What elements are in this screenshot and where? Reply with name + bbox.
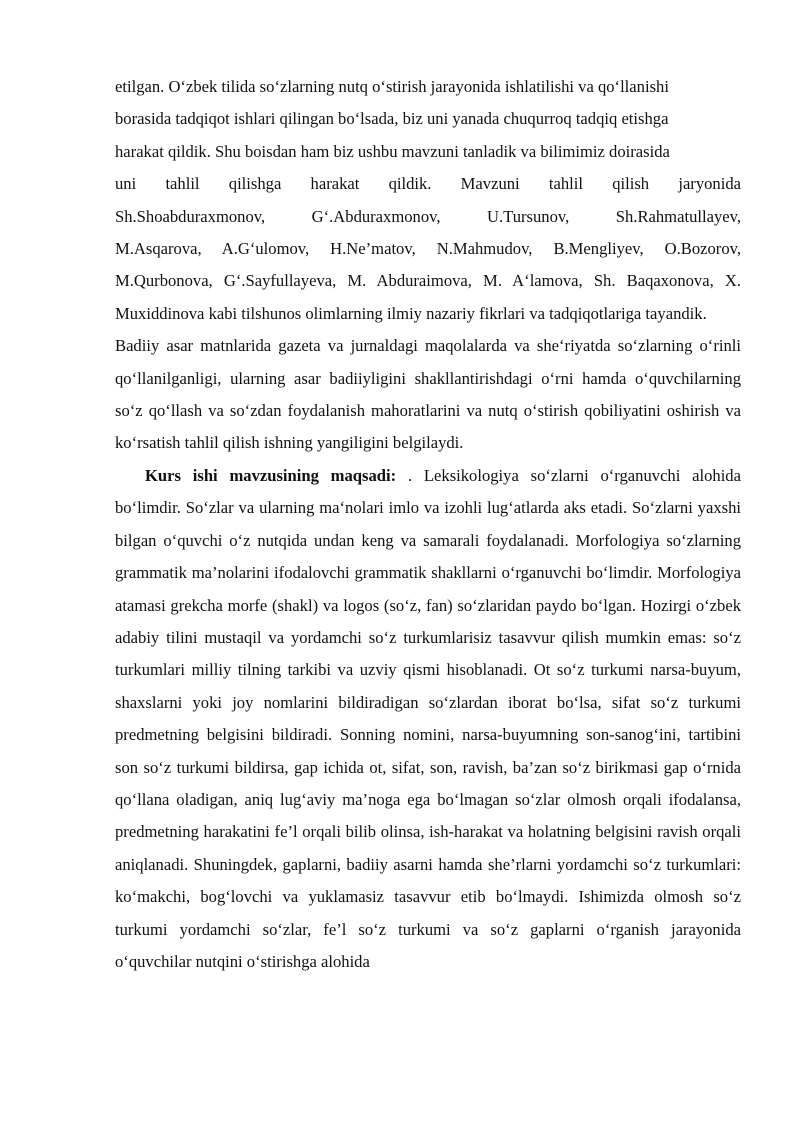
author-name: U.Tursunov, xyxy=(487,206,570,226)
word: Mavzuni xyxy=(460,174,520,194)
author-name: Sh.Rahmatullayev, xyxy=(615,206,741,226)
paragraph-sources xyxy=(115,71,741,330)
word: qilish xyxy=(612,174,650,194)
paragraph-line: etilgan. O‘zbek tilida so‘zlarning nutq o‘stirish jarayonida ishlatilishi va qo‘llanishi xyxy=(115,77,669,96)
word: jaryonida xyxy=(678,174,741,194)
word: qildik. xyxy=(388,174,432,194)
word: tahlil xyxy=(548,174,583,194)
section-heading: Kurs ishi mavzusining maqsadi: xyxy=(145,465,397,485)
paragraph-line: borasida tadqiqot ishlari qilingan bo‘lsada, biz uni yanada chuqurroq tadqiq etishga xyxy=(115,109,669,129)
paragraph-line: harakat qildik. Shu boisdan ham biz ushbu mavzuni tanladik va bilimimiz doirasida xyxy=(115,141,670,161)
paragraph-text: . Leksikologiya so‘zlarni o‘rganuvchi alohida bo‘limdir. So‘zlar va ularning ma‘nolari imlo va izohli lug‘atlarda aks etadi. So‘zlarni yaxshi bilgan o‘quvchi o‘z nutqida undan keng va samarali foydalanadi. Morfologiya so‘zlarning grammatik ma’nolarini ifodalovchi grammatik shakllarni o‘rganuvchi bo‘limdir. Morfologiya atamasi grekcha morfe (shakl) va logos (so‘z, fan) so‘zlaridan paydo bo‘lgan. Hozirgi o‘zbek adabiy tilini mustaqil va yordamchi so‘z turkumlarisiz tasavvur qilish mumkin emas: so‘z turkumlari milliy tilning tarkibi va uzviy qismi hisoblanadi. Ot so‘z turkumi narsa-buyum, shaxslarni yoki joy nomlarini bildiradigan so‘zlardan iborat bo‘lsa, sifat so‘z turkumi predmetning belgisini bildiradi. Sonning nomini, narsa-buyumning son-sanog‘ini, tartibini son so‘z turkumi bildirsa, gap ichida ot, sifat, son, ravish, ba’zan so‘z birikmasi gap o‘rnida qo‘llana oladigan, aniq lug‘aviy ma’noga ega bo‘lmagan so‘zlar olmosh orqali ifodalansa, predmetning harakatini fe’l orqali bilib olinsa, ish-harakat va holatning belgisini ravish orqali aniqlanadi. Shuningdek, gaplarni, badiiy asarni hamda she’rlarni yordamchi so‘z turkumlari: ko‘makchi, bog‘lovchi va yuklamasiz tasavvur etib bo‘lmaydi. Ishimizda olmosh so‘z turkumi yordamchi so‘zlar, fe’l so‘z turkumi va so‘z gaplarni o‘rganish jarayonida o‘quvchilar nutqini o‘stirishga alohida xyxy=(115,465,741,971)
paragraph-rest: M.Asqarova, A.G‘ulomov, H.Ne’matov, N.Mahmudov, B.Mengliyev, O.Bozorov, M.Qurbonova, G‘.Sayfullayeva, M. Abduraimova, M. A‘lamova, Sh. Baqaxonova, X. Muxiddinova kabi tilshunos olimlarning ilmiy nazariy fikrlari va tadqiqotlariga tayandik. xyxy=(115,239,741,323)
word: harakat xyxy=(310,174,360,194)
author-name: Sh.Shoabduraxmonov, xyxy=(115,206,266,226)
names-line xyxy=(115,201,741,233)
paragraph-novelty: Badiiy asar matnlarida gazeta va jurnaldagi maqolalarda va she‘riyatda so‘zlarning o‘rinli qo‘llanilganligi, ularning asar badiiyligini shakllantirishdagi o‘rni hamda o‘quvchilarning so‘z qo‘llash va so‘zdan foydalanish mahoratlarini va nutq o‘stirish qobiliyatini oshirish va ko‘rsatish tahlil qilish ishning yangiligini belgilaydi. xyxy=(115,336,741,453)
spread-line xyxy=(115,168,741,200)
author-name: G‘.Abduraxmonov, xyxy=(311,206,441,226)
paragraph-goal xyxy=(115,460,741,979)
word: qilishga xyxy=(228,174,282,194)
word: tahlil xyxy=(165,174,200,194)
word: uni xyxy=(115,174,137,194)
document-body xyxy=(115,71,741,978)
